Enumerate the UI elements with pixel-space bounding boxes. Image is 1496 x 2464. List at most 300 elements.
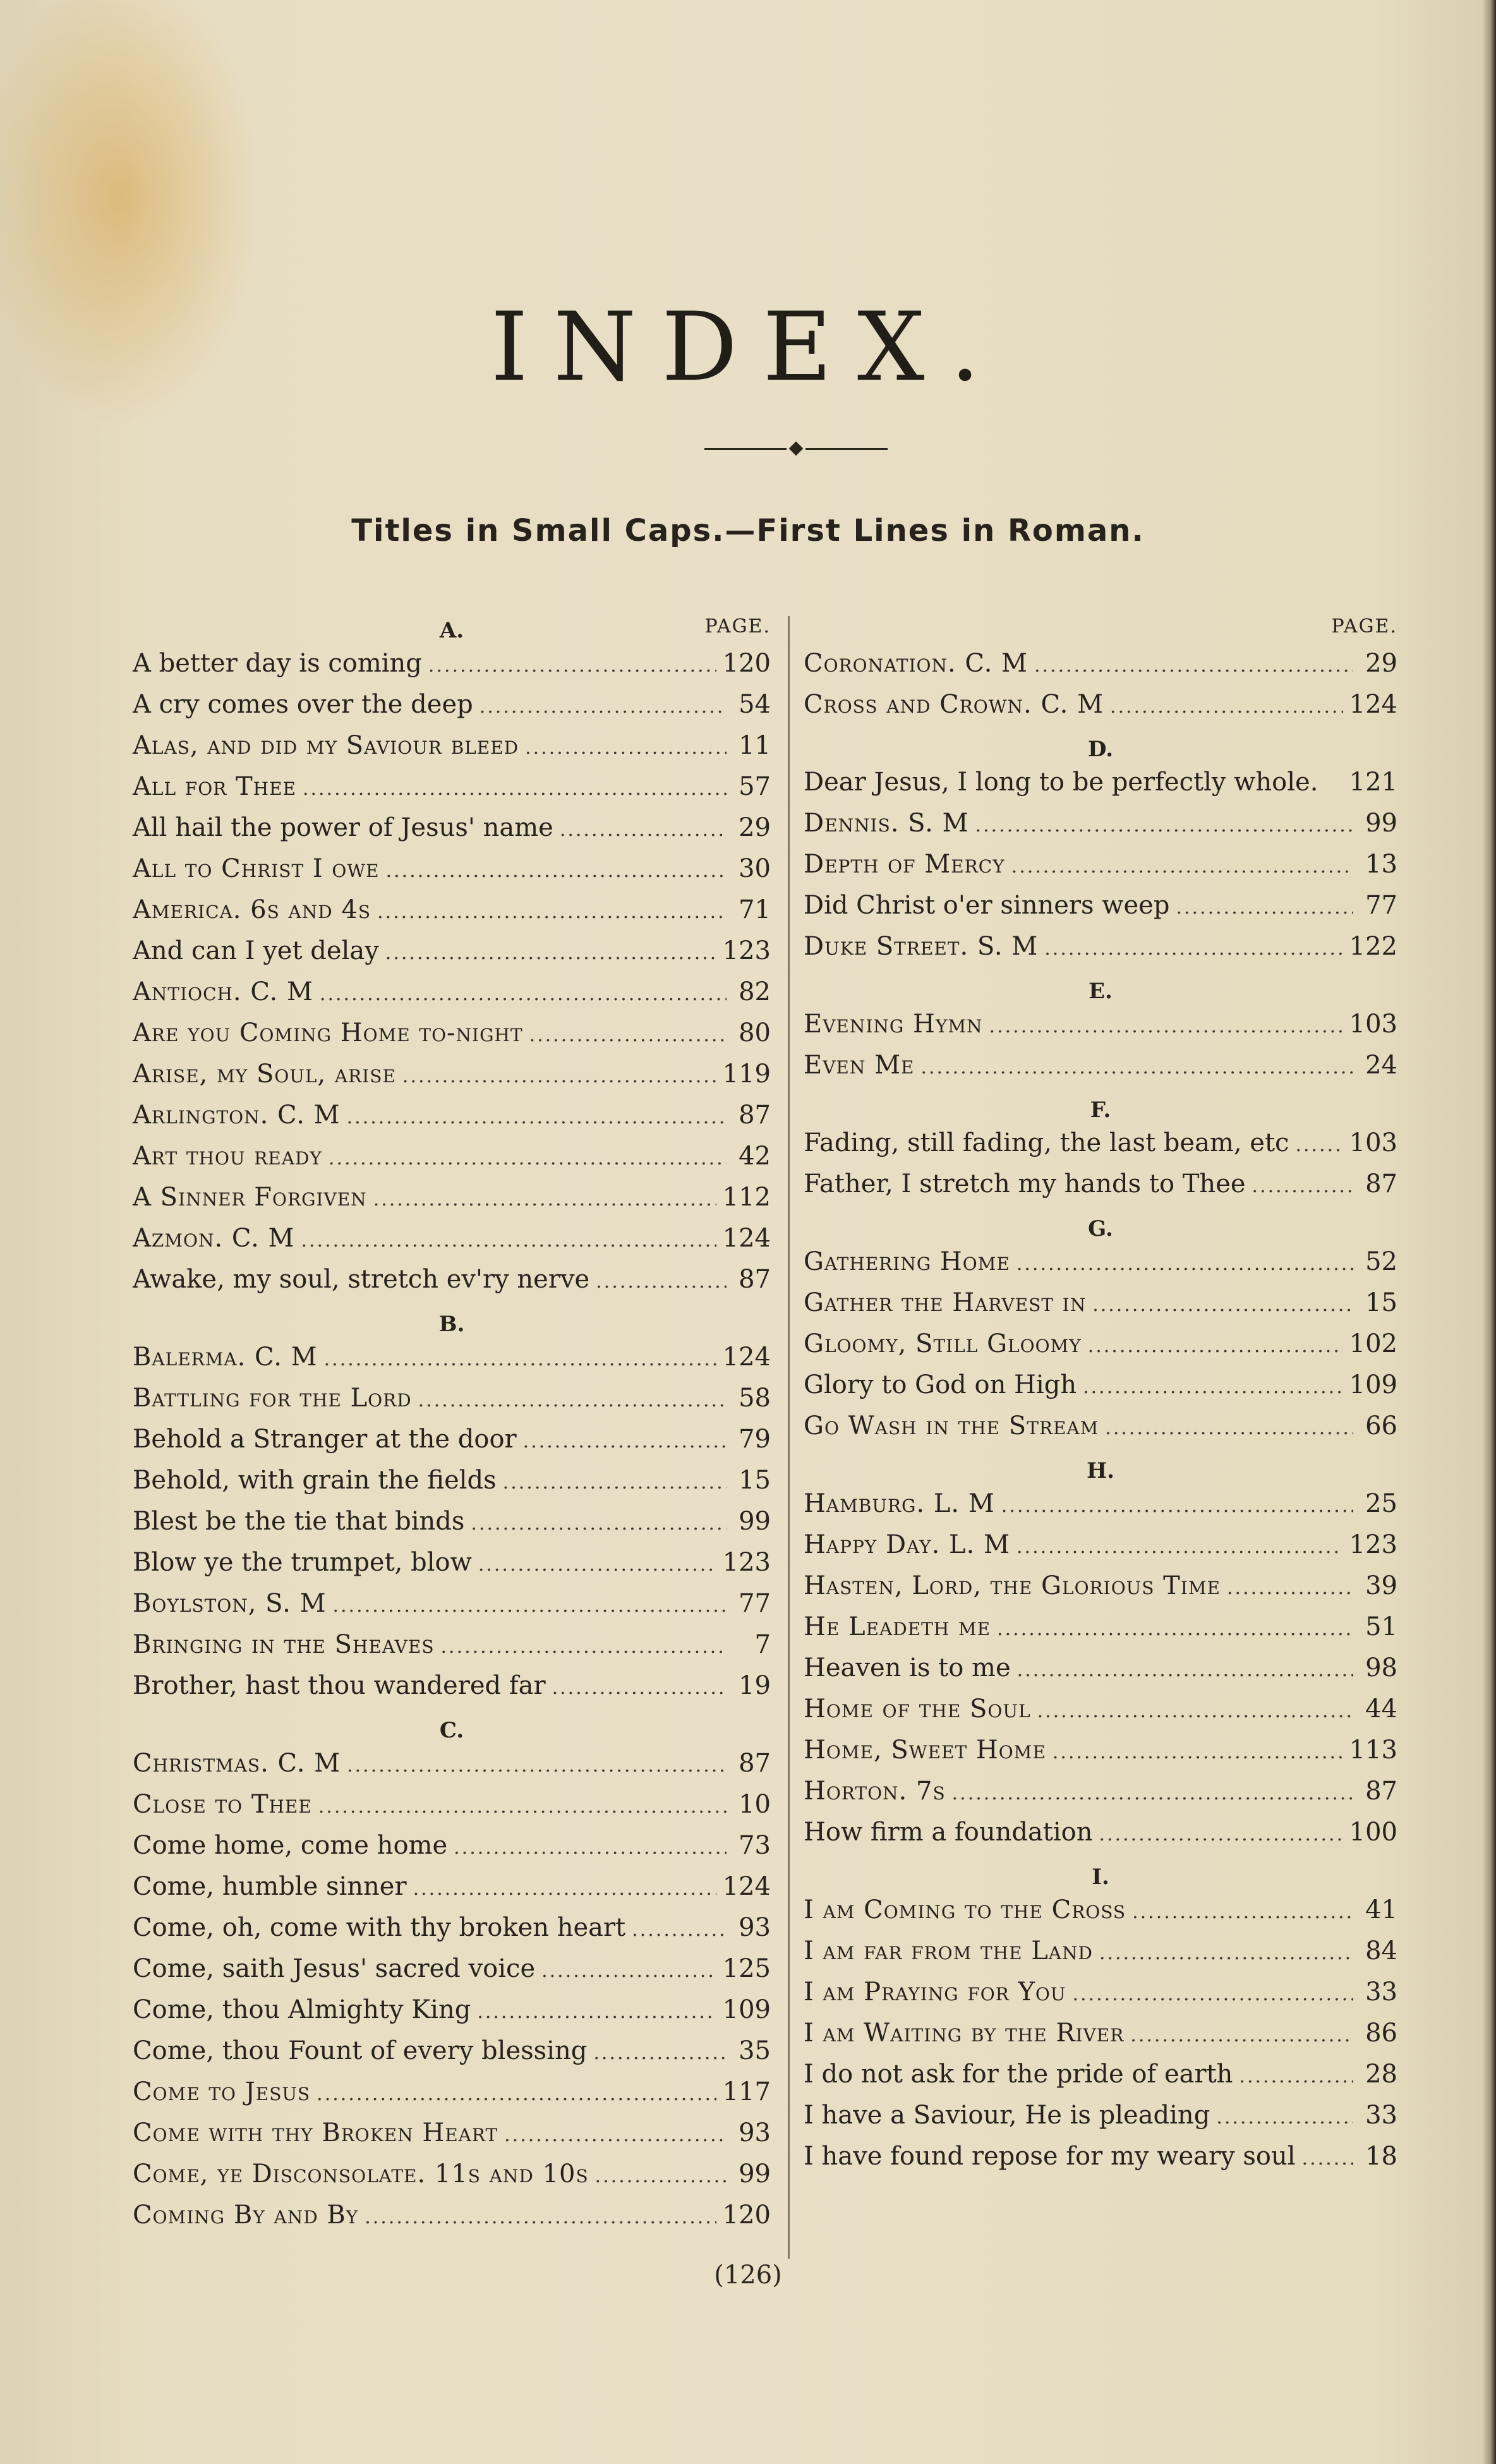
entry-page-number: 120 [722, 649, 771, 678]
entry-page-number: 125 [722, 1954, 771, 1983]
dot-leader [1083, 1367, 1343, 1408]
index-entry [133, 1825, 771, 1866]
entry-page-number: 99 [1365, 809, 1397, 838]
index-entry [133, 1784, 771, 1825]
section-letter: D. [1087, 737, 1114, 762]
entry-page-number: 86 [1365, 2019, 1397, 2048]
index-entry [133, 890, 771, 931]
entry-title: Coming By and By [133, 2201, 359, 2230]
dot-leader [1034, 645, 1353, 686]
index-entry [804, 1483, 1397, 1525]
index-subtitle: Titles in Small Caps.—First Lines in Roman. [351, 513, 1145, 548]
index-entry [133, 1013, 771, 1054]
entry-page-number: 13 [1365, 850, 1397, 879]
section-letter-row [804, 967, 1397, 1004]
entry-page-number: 123 [722, 1548, 771, 1577]
dot-leader [386, 850, 727, 891]
entry-title: Dennis. S. M [804, 809, 969, 838]
index-entry [804, 885, 1397, 926]
dot-leader [997, 1609, 1353, 1650]
index-entry [804, 1730, 1397, 1771]
index-entry [133, 2072, 771, 2113]
dot-leader [301, 1220, 716, 1261]
ornament-diamond [789, 442, 804, 456]
index-entry [133, 1948, 771, 1990]
entry-title: Close to Thee [133, 1790, 312, 1819]
dot-leader [413, 1868, 716, 1909]
index-entry [804, 1648, 1397, 1689]
section-letter: H. [1087, 1458, 1114, 1483]
dot-leader [1132, 1892, 1353, 1933]
entry-title: Cross and Crown. C. M [804, 690, 1104, 719]
section-letter-row [133, 607, 771, 643]
dot-leader [1099, 1933, 1353, 1974]
index-entry [133, 1095, 771, 1136]
entry-title: Awake, my soul, stretch ev'ry nerve [133, 1265, 590, 1294]
entry-title: Happy Day. L. M [804, 1530, 1011, 1559]
page-title: INDEX. [490, 293, 1006, 402]
index-entry [133, 2195, 771, 2236]
entry-title: Home, Sweet Home [804, 1736, 1046, 1765]
dot-leader [377, 891, 727, 933]
dot-leader [428, 645, 716, 686]
section-letter-row [804, 607, 1397, 643]
entry-title: Home of the Soul [804, 1694, 1031, 1724]
index-entry [804, 1972, 1397, 2013]
entry-title: Hamburg. L. M [804, 1489, 995, 1518]
index-entry [133, 1665, 771, 1706]
section-letter: G. [1088, 1216, 1113, 1241]
entry-title: Did Christ o'er sinners weep [804, 891, 1170, 920]
entry-page-number: 19 [739, 1671, 771, 1700]
entry-title: Arlington. C. M [133, 1101, 341, 1130]
entry-page-number: 77 [739, 1589, 771, 1618]
title-ornament [704, 442, 888, 455]
index-entry [133, 1990, 771, 2031]
dot-leader [329, 1138, 727, 1179]
section-letter-row [804, 1205, 1397, 1241]
index-entry [804, 1164, 1397, 1205]
entry-page-number: 79 [739, 1425, 771, 1454]
dot-leader [989, 1006, 1343, 1047]
dot-leader [418, 1380, 727, 1421]
entry-title: I am Praying for You [804, 1978, 1066, 2007]
index-column-right [804, 607, 1397, 2177]
dot-leader [1092, 1284, 1353, 1326]
page-column-header: PAGE. [704, 615, 771, 637]
entry-title: Horton. 7s [804, 1777, 946, 1806]
index-entry [804, 762, 1397, 803]
dot-leader [478, 1544, 716, 1585]
index-entry [804, 2013, 1397, 2054]
index-entry [804, 1771, 1397, 1812]
dot-leader [1302, 2138, 1353, 2179]
index-entry [804, 1241, 1397, 1283]
entry-title: America. 6s and 4s [133, 895, 371, 924]
entry-title: Arise, my Soul, arise [133, 1060, 396, 1089]
section-letter-row [133, 1706, 771, 1743]
entry-title: Depth of Mercy [804, 850, 1005, 879]
section-letter: I. [1092, 1864, 1109, 1890]
entry-title: Go Wash in the Stream [804, 1411, 1099, 1440]
index-entry [804, 1812, 1397, 1853]
dot-leader [477, 1991, 716, 2032]
index-entry [133, 766, 771, 807]
entry-title: Come, oh, come with thy broken heart [133, 1913, 626, 1942]
index-entry [804, 643, 1397, 684]
dot-leader [1016, 1526, 1343, 1567]
dot-leader [632, 1909, 727, 1950]
entry-page-number: 99 [739, 2159, 771, 2189]
entry-page-number: 15 [739, 1466, 771, 1495]
entry-title: Come, thou Almighty King [133, 1995, 471, 2024]
entry-page-number: 82 [739, 977, 771, 1006]
index-entry [133, 1583, 771, 1624]
entry-title: Duke Street. S. M [804, 932, 1039, 961]
dot-leader [1110, 686, 1343, 727]
entry-title: Alas, and did my Saviour bleed [133, 731, 519, 760]
index-entry [804, 1607, 1397, 1648]
entry-page-number: 25 [1365, 1489, 1397, 1518]
index-entry [804, 1406, 1397, 1447]
dot-leader [1011, 846, 1353, 887]
index-entry [133, 807, 771, 849]
index-entry [804, 1566, 1397, 1607]
entry-page-number: 103 [1349, 1010, 1397, 1039]
dot-leader [1130, 2015, 1353, 2056]
entry-title: Come, ye Disconsolate. 11s and 10s [133, 2159, 589, 2189]
dot-leader [1176, 887, 1353, 928]
entry-page-number: 24 [1365, 1051, 1397, 1080]
entry-page-number: 84 [1365, 1936, 1397, 1966]
dot-leader [529, 1015, 727, 1056]
dot-leader [1088, 1326, 1343, 1367]
entry-page-number: 123 [722, 936, 771, 965]
dot-leader [975, 805, 1353, 846]
entry-page-number: 58 [739, 1384, 771, 1413]
entry-title: I have found repose for my weary soul [804, 2142, 1296, 2171]
entry-title: Glory to God on High [804, 1370, 1077, 1399]
entry-title: Fading, still fading, the last beam, etc [804, 1128, 1289, 1157]
index-entry [133, 931, 771, 972]
index-entry [133, 2031, 771, 2072]
entry-title: Art thou ready [133, 1142, 322, 1171]
entry-title: Gloomy, Still Gloomy [804, 1329, 1082, 1358]
entry-page-number: 103 [1349, 1128, 1397, 1157]
index-entry [133, 2154, 771, 2195]
dot-leader [1227, 1567, 1353, 1609]
index-entry [133, 972, 771, 1013]
index-entry [804, 1689, 1397, 1730]
entry-page-number: 44 [1365, 1694, 1397, 1724]
index-entry [804, 1890, 1397, 1931]
entry-title: Antioch. C. M [133, 977, 313, 1006]
index-entry [804, 2054, 1397, 2095]
index-entry [133, 1907, 771, 1948]
entry-page-number: 102 [1349, 1329, 1397, 1358]
dot-leader [541, 1950, 716, 1991]
entry-page-number: 77 [1365, 891, 1397, 920]
dot-leader [1295, 1125, 1342, 1166]
index-entry [804, 844, 1397, 885]
dot-leader [347, 1097, 727, 1138]
entry-page-number: 99 [739, 1507, 771, 1536]
dot-leader [593, 2032, 727, 2074]
entry-page-number: 87 [1365, 1777, 1397, 1806]
dot-leader [471, 1503, 727, 1544]
index-entry [804, 1004, 1397, 1045]
index-entry [133, 1136, 771, 1177]
entry-title: Hasten, Lord, the Glorious Time [804, 1571, 1221, 1600]
entry-page-number: 71 [739, 895, 771, 924]
entry-title: Dear Jesus, I long to be perfectly whole. [804, 768, 1318, 797]
entry-title: He Leadeth me [804, 1612, 991, 1641]
index-entry [804, 684, 1397, 725]
dot-leader [1072, 1974, 1353, 2015]
index-entry [804, 1365, 1397, 1406]
entry-title: I do not ask for the pride of earth [804, 2060, 1233, 2089]
section-letter: E. [1089, 979, 1113, 1004]
entry-page-number: 121 [1349, 768, 1397, 797]
entry-title: Father, I stretch my hands to Thee [804, 1169, 1246, 1199]
dot-leader [1037, 1691, 1353, 1732]
column-divider [788, 616, 790, 2259]
entry-title: Balerma. C. M [133, 1343, 318, 1372]
section-letter-row [133, 1300, 771, 1337]
dot-leader [1001, 1485, 1353, 1526]
entry-page-number: 87 [739, 1265, 771, 1294]
entry-page-number: 119 [722, 1060, 771, 1089]
index-entry [804, 2095, 1397, 2136]
entry-page-number: 113 [1349, 1736, 1397, 1765]
dot-leader [525, 727, 727, 768]
entry-page-number: 33 [1365, 1978, 1397, 2007]
entry-title: Even Me [804, 1051, 915, 1080]
entry-title: All to Christ I owe [133, 854, 380, 883]
entry-page-number: 10 [739, 1790, 771, 1819]
dot-leader [318, 1786, 727, 1827]
entry-title: Come, humble sinner [133, 1872, 407, 1901]
dot-leader [1216, 2097, 1353, 2138]
entry-page-number: 109 [722, 1995, 771, 2024]
entry-title: Coronation. C. M [804, 649, 1028, 678]
entry-title: Gathering Home [804, 1247, 1010, 1276]
index-entry [133, 1501, 771, 1542]
dot-leader [320, 974, 727, 1015]
index-entry [804, 1045, 1397, 1086]
dot-leader [552, 1667, 727, 1708]
dot-leader [920, 1047, 1353, 1088]
entry-title: Christmas. C. M [133, 1749, 341, 1778]
index-entry [133, 849, 771, 890]
index-entry [133, 1419, 771, 1460]
dot-leader [1053, 1732, 1343, 1773]
entry-page-number: 66 [1365, 1411, 1397, 1440]
dot-leader [365, 2197, 716, 2238]
page-column-header: PAGE. [1331, 615, 1397, 637]
section-letter: B. [438, 1312, 465, 1337]
entry-title: Behold, with grain the fields [133, 1466, 497, 1495]
entry-page-number: 15 [1365, 1288, 1397, 1317]
entry-page-number: 39 [1365, 1571, 1397, 1600]
entry-page-number: 35 [739, 2036, 771, 2065]
entry-title: Boylston, S. M [133, 1589, 327, 1618]
dot-leader [441, 1626, 727, 1667]
entry-page-number: 100 [1349, 1818, 1397, 1847]
entry-title: Come to Jesus [133, 2077, 311, 2106]
entry-page-number: 98 [1365, 1653, 1397, 1682]
dot-leader [454, 1827, 727, 1868]
entry-title: I am Coming to the Cross [804, 1895, 1126, 1924]
index-entry [804, 803, 1397, 844]
dot-leader [560, 809, 727, 850]
dot-leader [1239, 2056, 1353, 2097]
index-entry [804, 926, 1397, 967]
entry-page-number: 124 [722, 1224, 771, 1253]
entry-title: All hail the power of Jesus' name [133, 813, 553, 842]
entry-page-number: 109 [1349, 1370, 1397, 1399]
entry-page-number: 29 [1365, 649, 1397, 678]
entry-title: Are you Coming Home to-night [133, 1018, 523, 1048]
section-letter: F. [1090, 1097, 1111, 1123]
dot-leader [373, 1179, 716, 1220]
entry-title: Azmon. C. M [133, 1224, 295, 1253]
entry-page-number: 52 [1365, 1247, 1397, 1276]
entry-page-number: 117 [722, 2077, 771, 2106]
entry-title: Blow ye the trumpet, blow [133, 1548, 472, 1577]
index-entry [133, 725, 771, 766]
index-entry [133, 1378, 771, 1419]
index-entry [133, 1259, 771, 1300]
entry-title: Blest be the tie that binds [133, 1507, 465, 1536]
index-entry [133, 1743, 771, 1784]
entry-title: How firm a foundation [804, 1818, 1093, 1847]
dot-leader [595, 2156, 727, 2197]
dot-leader [317, 2074, 716, 2115]
entry-title: Evening Hymn [804, 1010, 983, 1039]
entry-page-number: 73 [739, 1831, 771, 1860]
entry-title: Heaven is to me [804, 1653, 1011, 1682]
entry-page-number: 124 [1349, 690, 1397, 719]
dot-leader [1099, 1814, 1343, 1855]
entry-page-number: 7 [754, 1630, 771, 1659]
entry-title: I have a Saviour, He is pleading [804, 2101, 1210, 2130]
entry-page-number: 80 [739, 1018, 771, 1048]
section-letter: A. [439, 618, 464, 643]
entry-title: A Sinner Forgiven [133, 1183, 367, 1212]
dot-leader [303, 768, 727, 809]
section-letter: C. [439, 1718, 464, 1743]
section-letter-row [804, 1447, 1397, 1483]
dot-leader [1105, 1408, 1353, 1449]
entry-page-number: 93 [739, 1913, 771, 1942]
entry-title: I am far from the Land [804, 1936, 1093, 1966]
entry-title: Gather the Harvest in [804, 1288, 1087, 1317]
index-entry [804, 2136, 1397, 2177]
entry-page-number: 87 [739, 1101, 771, 1130]
index-entry [804, 1123, 1397, 1164]
dot-leader [402, 1056, 716, 1097]
entry-page-number: 123 [1349, 1530, 1397, 1559]
index-entry [133, 1542, 771, 1583]
entry-page-number: 87 [1365, 1169, 1397, 1199]
entry-title: Bringing in the Sheaves [133, 1630, 435, 1659]
index-entry [133, 1218, 771, 1259]
entry-title: All for Thee [133, 772, 296, 801]
dot-leader [523, 1421, 727, 1462]
entry-page-number: 57 [739, 772, 771, 801]
entry-title: I am Waiting by the River [804, 2019, 1125, 2048]
entry-page-number: 28 [1365, 2060, 1397, 2089]
entry-page-number: 18 [1365, 2142, 1397, 2171]
entry-title: Come with thy Broken Heart [133, 2118, 498, 2147]
dot-leader [596, 1261, 727, 1302]
entry-page-number: 122 [1349, 932, 1397, 961]
entry-page-number: 42 [739, 1142, 771, 1171]
section-letter-row [804, 1853, 1397, 1890]
entry-title: Come home, come home [133, 1831, 448, 1860]
entry-title: Come, saith Jesus' sacred voice [133, 1954, 536, 1983]
entry-page-number: 54 [739, 690, 771, 719]
dot-leader [347, 1745, 727, 1786]
section-letter-row [804, 1086, 1397, 1123]
entry-title: Battling for the Lord [133, 1384, 412, 1413]
dot-leader [1252, 1166, 1353, 1207]
index-entry [133, 2113, 771, 2154]
index-entry [133, 1866, 771, 1907]
index-entry [133, 1460, 771, 1501]
dot-leader [1016, 1243, 1353, 1284]
entry-page-number: 87 [739, 1749, 771, 1778]
index-entry [133, 1177, 771, 1218]
index-column-left [133, 607, 771, 2236]
dot-leader [1017, 1650, 1353, 1691]
entry-page-number: 93 [739, 2118, 771, 2147]
index-entry [804, 1324, 1397, 1365]
entry-page-number: 41 [1365, 1895, 1397, 1924]
entry-title: Behold a Stranger at the door [133, 1425, 517, 1454]
entry-title: A cry comes over the deep [133, 690, 473, 719]
index-entry [804, 1525, 1397, 1566]
dot-leader [952, 1773, 1353, 1814]
entry-page-number: 124 [722, 1343, 771, 1372]
index-entry [133, 643, 771, 684]
index-entry [133, 1054, 771, 1095]
ornament-line-right [805, 448, 888, 450]
dot-leader [1044, 928, 1342, 969]
dot-leader [385, 933, 716, 974]
dot-leader [480, 686, 727, 727]
dot-leader [503, 1462, 727, 1503]
entry-title: And can I yet delay [133, 936, 379, 965]
dot-leader [324, 1339, 716, 1380]
entry-page-number: 51 [1365, 1612, 1397, 1641]
entry-page-number: 30 [739, 854, 771, 883]
dot-leader [504, 2115, 727, 2156]
index-entry [133, 1624, 771, 1665]
entry-title: Come, thou Fount of every blessing [133, 2036, 588, 2065]
entry-page-number: 33 [1365, 2101, 1397, 2130]
ornament-line-left [704, 448, 787, 450]
entry-title: Brother, hast thou wandered far [133, 1671, 546, 1700]
entry-title: A better day is coming [133, 649, 422, 678]
entry-page-number: 124 [722, 1872, 771, 1901]
index-entry [133, 684, 771, 725]
entry-page-number: 11 [739, 731, 771, 760]
entry-page-number: 120 [722, 2201, 771, 2230]
index-entry [804, 1283, 1397, 1324]
index-entry [133, 1337, 771, 1378]
